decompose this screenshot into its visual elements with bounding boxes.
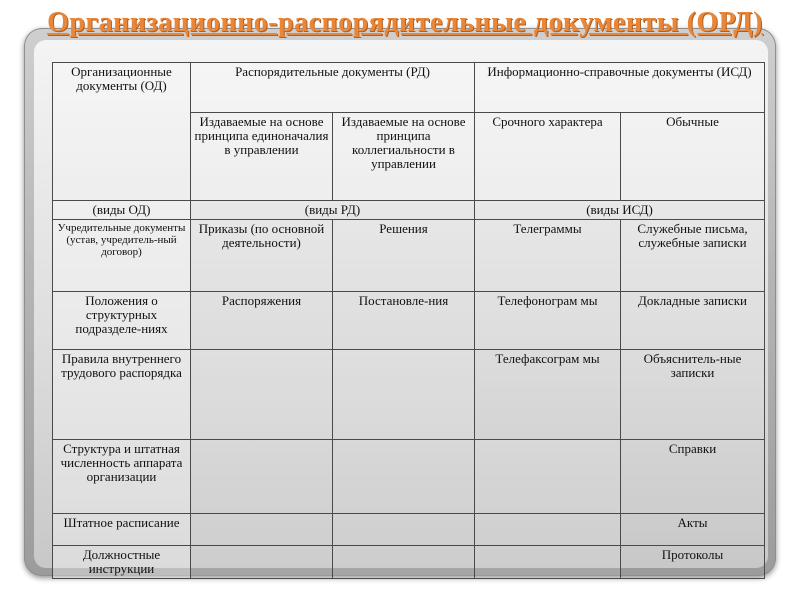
table-cell: Структура и штатная численность аппарата организации bbox=[53, 440, 191, 514]
table-cell bbox=[191, 514, 333, 546]
table-cell: Справки bbox=[621, 440, 765, 514]
table-cell: Должностные инструкции bbox=[53, 546, 191, 579]
table-cell: Акты bbox=[621, 514, 765, 546]
table-row bbox=[53, 220, 765, 292]
table-cell bbox=[333, 350, 475, 440]
table-cell bbox=[333, 546, 475, 579]
kinds-rd: (виды РД) bbox=[191, 201, 475, 220]
table-cell: Положения о структурных подразделе-ниях bbox=[53, 292, 191, 350]
table-cell bbox=[475, 440, 621, 514]
header-isd-sub2: Обычные bbox=[621, 113, 765, 201]
table-cell bbox=[333, 440, 475, 514]
header-rd-sub2: Издаваемые на основе принципа коллегиальности в управлении bbox=[333, 113, 475, 201]
table-row bbox=[53, 514, 765, 546]
table-cell: Служебные письма, служебные записки bbox=[621, 220, 765, 292]
table-cell: Постановле-ния bbox=[333, 292, 475, 350]
table-cell: Телефаксограм мы bbox=[475, 350, 621, 440]
table-cell: Штатное расписание bbox=[53, 514, 191, 546]
table-cell bbox=[333, 514, 475, 546]
kinds-od: (виды ОД) bbox=[53, 201, 191, 220]
table-cell bbox=[475, 546, 621, 579]
table-cell: Протоколы bbox=[621, 546, 765, 579]
table-row bbox=[53, 350, 765, 440]
ord-table bbox=[52, 62, 765, 579]
table-cell: Правила внутреннего трудового распорядка bbox=[53, 350, 191, 440]
table-cell bbox=[475, 514, 621, 546]
header-rd-sub1: Издаваемые на основе принципа единоначалия в управлении bbox=[191, 113, 333, 201]
header-isd: Информационно-справочные документы (ИСД) bbox=[475, 63, 765, 113]
table-cell: Докладные записки bbox=[621, 292, 765, 350]
header-od: Организационные документы (ОД) bbox=[53, 63, 191, 201]
table-cell: Телеграммы bbox=[475, 220, 621, 292]
header-isd-sub1: Срочного характера bbox=[475, 113, 621, 201]
table-cell: Распоряжения bbox=[191, 292, 333, 350]
page-title: Организационно-распорядительные документы (ОРД) bbox=[47, 7, 763, 38]
table-row bbox=[53, 546, 765, 579]
table-cell: Приказы (по основной деятельности) bbox=[191, 220, 333, 292]
table-cell: Телефонограм мы bbox=[475, 292, 621, 350]
table-cell: Решения bbox=[333, 220, 475, 292]
table-cell bbox=[191, 350, 333, 440]
table-cell: Учредительные документы (устав, учредитель-ный договор) bbox=[53, 220, 191, 292]
table-cell bbox=[191, 440, 333, 514]
table-row bbox=[53, 292, 765, 350]
table-cell bbox=[191, 546, 333, 579]
kinds-isd: (виды ИСД) bbox=[475, 201, 765, 220]
table-row bbox=[53, 440, 765, 514]
header-rd: Распорядительные документы (РД) bbox=[191, 63, 475, 113]
table-cell: Объяснитель-ные записки bbox=[621, 350, 765, 440]
